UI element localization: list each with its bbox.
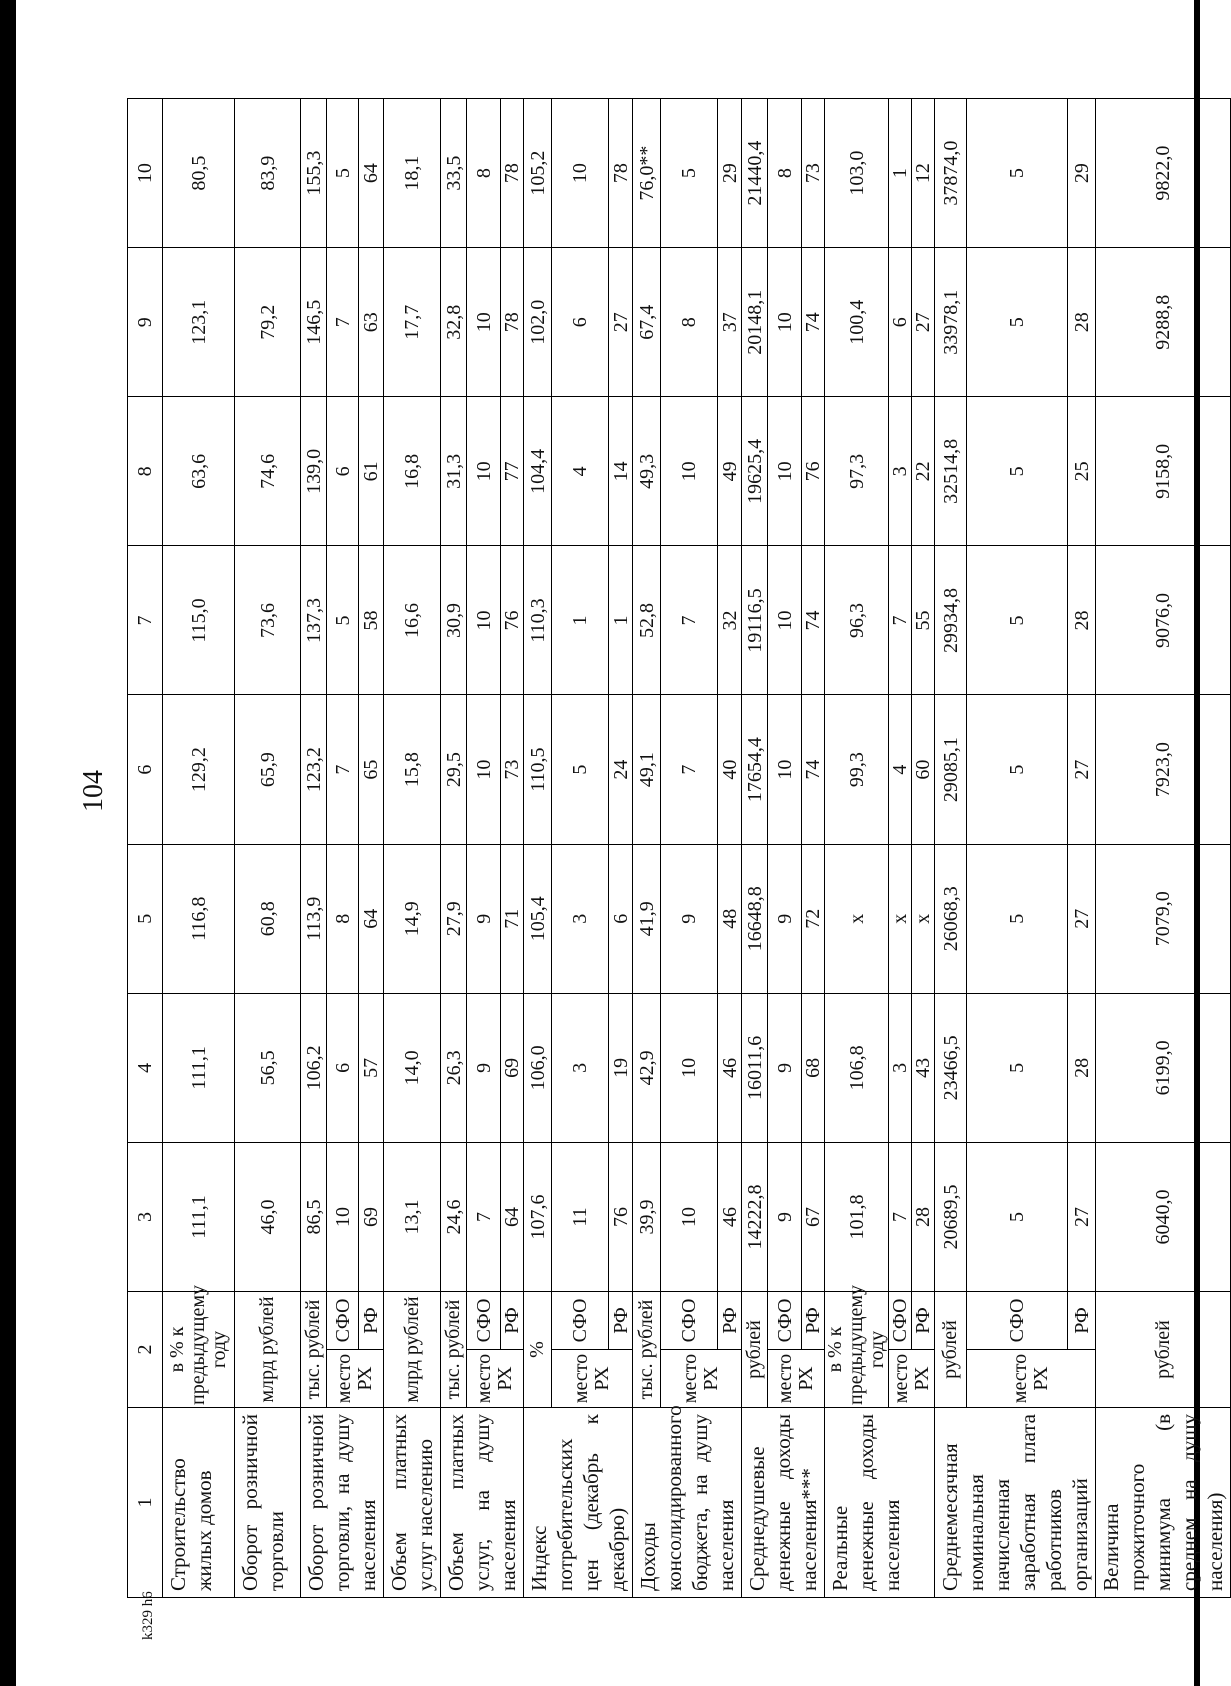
- value-cell: 14,9: [384, 844, 441, 993]
- value-cell: 102,0: [524, 248, 552, 397]
- rank-cell: 74: [802, 546, 825, 695]
- column-number-4: 4: [128, 993, 163, 1142]
- value-cell: 73,6: [235, 546, 301, 695]
- rank-cell: 9: [768, 1142, 802, 1291]
- rank-cell: 9: [661, 844, 718, 993]
- value-cell: 37874,0: [935, 99, 967, 248]
- value-cell: 7923,0: [1096, 695, 1231, 844]
- column-number-6: 6: [128, 695, 163, 844]
- rank-cell: 76: [609, 1142, 633, 1291]
- value-cell: 105,2: [524, 99, 552, 248]
- column-number-9: 9: [128, 248, 163, 397]
- row-unit: %: [524, 1292, 552, 1408]
- rank-cell: 46: [718, 993, 742, 1142]
- rank-cell: 29: [1068, 99, 1096, 248]
- value-cell: 24,6: [441, 1142, 467, 1291]
- value-cell: 29,5: [441, 695, 467, 844]
- row-label: Оборот розничной торговли: [235, 1408, 301, 1598]
- rank-cell: 5: [552, 695, 609, 844]
- value-cell: 67,4: [633, 248, 661, 397]
- value-cell: 97,3: [825, 397, 889, 546]
- rank-cell: 11: [552, 1142, 609, 1291]
- rank-cell: 78: [501, 99, 524, 248]
- rank-cell: 64: [501, 1142, 524, 1291]
- rank-scope: РФ: [802, 1292, 825, 1350]
- rank-cell: 8: [768, 99, 802, 248]
- rank-cell: 49: [718, 397, 742, 546]
- table-row: [742, 99, 768, 1598]
- rank-cell: 9: [467, 993, 501, 1142]
- rank-scope: РФ: [501, 1292, 524, 1350]
- table-rotator: [127, 98, 1227, 1598]
- value-cell: 9288,8: [1096, 248, 1231, 397]
- header-row: [128, 99, 163, 1598]
- rank-cell: 5: [967, 546, 1068, 695]
- table-row: [301, 99, 327, 1598]
- rank-scope: СФО: [889, 1292, 912, 1350]
- table-body: [128, 99, 1231, 1598]
- rank-scope: СФО: [768, 1292, 802, 1350]
- rank-label: место РХ: [552, 1350, 633, 1408]
- value-cell: 39,9: [633, 1142, 661, 1291]
- value-cell: 23466,5: [935, 993, 967, 1142]
- row-label: Доходы консолидированного бюджета, на душу населения: [633, 1408, 742, 1598]
- value-cell: 99,3: [825, 695, 889, 844]
- value-cell: 16,6: [384, 546, 441, 695]
- value-cell: 14,0: [384, 993, 441, 1142]
- value-cell: 20148,1: [742, 248, 768, 397]
- table-row: [633, 99, 661, 1598]
- rank-cell: 61: [359, 397, 384, 546]
- rank-cell: 5: [967, 695, 1068, 844]
- value-cell: 100,4: [825, 248, 889, 397]
- value-cell: 26,3: [441, 993, 467, 1142]
- rank-cell: x: [889, 844, 912, 993]
- value-cell: 56,5: [235, 993, 301, 1142]
- rank-cell: 9: [768, 844, 802, 993]
- rank-cell: 5: [327, 99, 359, 248]
- value-cell: 33978,1: [935, 248, 967, 397]
- row-label: Среднедушевые денежные доходы населения***: [742, 1408, 825, 1598]
- row-unit: тыс. рублей: [633, 1292, 661, 1408]
- rank-cell: 76: [501, 546, 524, 695]
- rank-cell: 7: [889, 546, 912, 695]
- rank-cell: 9: [467, 844, 501, 993]
- rank-cell: 7: [467, 1142, 501, 1291]
- value-cell: 106,2: [301, 993, 327, 1142]
- row-unit: в % к предыдущему году: [825, 1292, 889, 1408]
- column-number-10: 10: [128, 99, 163, 248]
- table-row: [384, 99, 441, 1598]
- rank-cell: 73: [802, 99, 825, 248]
- value-cell: 7079,0: [1096, 844, 1231, 993]
- value-cell: 29085,1: [935, 695, 967, 844]
- rank-cell: 10: [327, 1142, 359, 1291]
- value-cell: 19116,5: [742, 546, 768, 695]
- table-row: [825, 99, 889, 1598]
- rank-cell: 10: [467, 546, 501, 695]
- rank-cell: 27: [912, 248, 935, 397]
- value-cell: 79,2: [235, 248, 301, 397]
- value-cell: 63,6: [163, 397, 235, 546]
- rank-cell: 5: [967, 397, 1068, 546]
- rank-scope: СФО: [467, 1292, 501, 1350]
- value-cell: 19625,4: [742, 397, 768, 546]
- value-cell: 42,9: [633, 993, 661, 1142]
- rank-cell: 7: [889, 1142, 912, 1291]
- row-label: Объем платных услуг населению: [384, 1408, 441, 1598]
- rank-cell: 10: [661, 397, 718, 546]
- value-cell: 139,0: [301, 397, 327, 546]
- rank-cell: 5: [327, 546, 359, 695]
- rank-cell: 3: [889, 397, 912, 546]
- rank-scope: СФО: [327, 1292, 359, 1350]
- value-cell: 17,7: [384, 248, 441, 397]
- rank-cell: 29: [718, 99, 742, 248]
- rank-cell: 8: [661, 248, 718, 397]
- value-cell: 123,1: [163, 248, 235, 397]
- rank-cell: 7: [661, 546, 718, 695]
- rank-cell: 40: [718, 695, 742, 844]
- rank-scope: РФ: [609, 1292, 633, 1350]
- value-cell: 9822,0: [1096, 99, 1231, 248]
- row-label: Реальные денежные доходы населения: [825, 1408, 935, 1598]
- value-cell: 31,3: [441, 397, 467, 546]
- column-number-5: 5: [128, 844, 163, 993]
- value-cell: 49,3: [633, 397, 661, 546]
- value-cell: 32514,8: [935, 397, 967, 546]
- table-row: [935, 99, 967, 1598]
- rank-cell: 78: [609, 99, 633, 248]
- rank-cell: 5: [661, 99, 718, 248]
- rank-cell: 10: [661, 993, 718, 1142]
- row-unit: рублей: [1096, 1292, 1231, 1408]
- rank-cell: 10: [768, 397, 802, 546]
- rank-row-СФО: [768, 99, 802, 1598]
- rank-cell: 32: [718, 546, 742, 695]
- value-cell: 83,9: [235, 99, 301, 248]
- rank-cell: 5: [967, 844, 1068, 993]
- rank-cell: 58: [359, 546, 384, 695]
- rank-cell: 27: [609, 248, 633, 397]
- value-cell: 146,5: [301, 248, 327, 397]
- rank-row-СФО: [467, 99, 501, 1598]
- row-label: Оборот розничной торговли, на душу населения: [301, 1408, 384, 1598]
- value-cell: 113,9: [301, 844, 327, 993]
- rank-cell: 10: [467, 695, 501, 844]
- rank-cell: 76: [802, 397, 825, 546]
- rank-label: место РХ: [467, 1350, 524, 1408]
- rank-scope: СФО: [967, 1292, 1068, 1350]
- rank-cell: 5: [967, 248, 1068, 397]
- value-cell: 29934,8: [935, 546, 967, 695]
- value-cell: 14222,8: [742, 1142, 768, 1291]
- rank-label: место РХ: [661, 1350, 742, 1408]
- rank-cell: 8: [327, 844, 359, 993]
- column-number-1: 1: [128, 1408, 163, 1598]
- rank-cell: 10: [467, 248, 501, 397]
- value-cell: 110,5: [524, 695, 552, 844]
- rank-cell: 60: [912, 695, 935, 844]
- row-label: Индекс потребительских цен (декабрь к декабрю): [524, 1408, 633, 1598]
- rank-cell: 10: [552, 99, 609, 248]
- rank-cell: 5: [967, 993, 1068, 1142]
- rank-scope: РФ: [1068, 1292, 1096, 1350]
- value-cell: 15,8: [384, 695, 441, 844]
- rank-scope: СФО: [661, 1292, 718, 1350]
- rank-cell: 3: [552, 993, 609, 1142]
- table-row: [1096, 99, 1231, 1598]
- rank-cell: 71: [501, 844, 524, 993]
- value-cell: 104,4: [524, 397, 552, 546]
- row-label: Среднемесячная номинальная начисленная заработная плата работников организаций: [935, 1408, 1096, 1598]
- rank-cell: 12: [912, 99, 935, 248]
- row-label: Строительство жилых домов: [163, 1408, 235, 1598]
- scan-edge-left: [0, 0, 16, 1686]
- value-cell: 96,3: [825, 546, 889, 695]
- rank-label: место РХ: [889, 1350, 935, 1408]
- value-cell: 41,9: [633, 844, 661, 993]
- value-cell: 16648,8: [742, 844, 768, 993]
- rank-cell: 46: [718, 1142, 742, 1291]
- rank-cell: 8: [467, 99, 501, 248]
- value-cell: 27,9: [441, 844, 467, 993]
- rank-cell: 4: [552, 397, 609, 546]
- rank-cell: 67: [802, 1142, 825, 1291]
- value-cell: 20689,5: [935, 1142, 967, 1291]
- value-cell: 105,4: [524, 844, 552, 993]
- rank-row-СФО: [889, 99, 912, 1598]
- rank-cell: 1: [609, 546, 633, 695]
- rank-cell: 27: [1068, 844, 1096, 993]
- rank-cell: 69: [359, 1142, 384, 1291]
- value-cell: 103,0: [825, 99, 889, 248]
- rank-row-СФО: [327, 99, 359, 1598]
- rank-cell: 5: [967, 99, 1068, 248]
- value-cell: 129,2: [163, 695, 235, 844]
- rank-cell: 25: [1068, 397, 1096, 546]
- rank-cell: 43: [912, 993, 935, 1142]
- rank-cell: 77: [501, 397, 524, 546]
- value-cell: 65,9: [235, 695, 301, 844]
- value-cell: 106,0: [524, 993, 552, 1142]
- column-number-7: 7: [128, 546, 163, 695]
- rank-cell: 64: [359, 99, 384, 248]
- rank-cell: 27: [1068, 1142, 1096, 1291]
- value-cell: 21440,4: [742, 99, 768, 248]
- value-cell: 123,2: [301, 695, 327, 844]
- rank-cell: 55: [912, 546, 935, 695]
- rank-cell: 4: [889, 695, 912, 844]
- value-cell: 80,5: [163, 99, 235, 248]
- row-unit: млрд рублей: [384, 1292, 441, 1408]
- value-cell: 74,6: [235, 397, 301, 546]
- value-cell: 6040,0: [1096, 1142, 1231, 1291]
- rank-cell: 28: [1068, 248, 1096, 397]
- value-cell: 101,8: [825, 1142, 889, 1291]
- rank-cell: 78: [501, 248, 524, 397]
- rank-row-СФО: [661, 99, 718, 1598]
- table-row: [441, 99, 467, 1598]
- rank-cell: 6: [327, 993, 359, 1142]
- value-cell: 111,1: [163, 1142, 235, 1291]
- rank-cell: 27: [1068, 695, 1096, 844]
- value-cell: 17654,4: [742, 695, 768, 844]
- rank-cell: 73: [501, 695, 524, 844]
- value-cell: 111,1: [163, 993, 235, 1142]
- value-cell: 26068,3: [935, 844, 967, 993]
- rank-cell: 10: [661, 1142, 718, 1291]
- column-number-2: 2: [128, 1292, 163, 1408]
- rank-cell: 10: [768, 248, 802, 397]
- value-cell: 137,3: [301, 546, 327, 695]
- rank-cell: 6: [327, 397, 359, 546]
- rank-cell: 9: [768, 993, 802, 1142]
- row-unit: в % к предыдущему году: [163, 1292, 235, 1408]
- page-number: 104: [78, 770, 109, 812]
- rank-cell: 3: [889, 993, 912, 1142]
- value-cell: 86,5: [301, 1142, 327, 1291]
- rank-cell: 10: [467, 397, 501, 546]
- row-label: Величина прожиточного минимума (в среднем на душу населения): [1096, 1408, 1231, 1598]
- value-cell: 16011,6: [742, 993, 768, 1142]
- rank-cell: 7: [327, 695, 359, 844]
- column-number-3: 3: [128, 1142, 163, 1291]
- rank-cell: 57: [359, 993, 384, 1142]
- value-cell: 33,5: [441, 99, 467, 248]
- value-cell: 18,1: [384, 99, 441, 248]
- value-cell: 76,0**: [633, 99, 661, 248]
- value-cell: 107,6: [524, 1142, 552, 1291]
- value-cell: 9076,0: [1096, 546, 1231, 695]
- value-cell: x: [825, 844, 889, 993]
- table-row: [235, 99, 301, 1598]
- rank-cell: 64: [359, 844, 384, 993]
- rank-scope: РФ: [912, 1292, 935, 1350]
- value-cell: 6199,0: [1096, 993, 1231, 1142]
- value-cell: 13,1: [384, 1142, 441, 1291]
- rank-cell: 74: [802, 248, 825, 397]
- rank-cell: 3: [552, 844, 609, 993]
- value-cell: 106,8: [825, 993, 889, 1142]
- rank-cell: 65: [359, 695, 384, 844]
- value-cell: 30,9: [441, 546, 467, 695]
- rank-cell: 69: [501, 993, 524, 1142]
- statistics-table: [127, 98, 1231, 1598]
- rank-scope: РФ: [718, 1292, 742, 1350]
- rank-cell: 19: [609, 993, 633, 1142]
- rank-cell: 6: [889, 248, 912, 397]
- rank-cell: 37: [718, 248, 742, 397]
- rank-row-СФО: [552, 99, 609, 1598]
- rank-cell: 7: [661, 695, 718, 844]
- value-cell: 16,8: [384, 397, 441, 546]
- rank-cell: 6: [609, 844, 633, 993]
- rank-cell: 48: [718, 844, 742, 993]
- rank-cell: 63: [359, 248, 384, 397]
- value-cell: 9158,0: [1096, 397, 1231, 546]
- table-row: [524, 99, 552, 1598]
- rank-scope: РФ: [359, 1292, 384, 1350]
- rank-cell: 5: [967, 1142, 1068, 1291]
- table-row: [163, 99, 235, 1598]
- rank-label: место РХ: [327, 1350, 384, 1408]
- value-cell: 116,8: [163, 844, 235, 993]
- rank-cell: 74: [802, 695, 825, 844]
- value-cell: 110,3: [524, 546, 552, 695]
- rank-cell: 10: [768, 695, 802, 844]
- rank-cell: 1: [889, 99, 912, 248]
- rank-cell: 28: [1068, 993, 1096, 1142]
- row-unit: тыс. рублей: [301, 1292, 327, 1408]
- rank-row-СФО: [967, 99, 1068, 1598]
- value-cell: 115,0: [163, 546, 235, 695]
- rank-cell: 68: [802, 993, 825, 1142]
- value-cell: 52,8: [633, 546, 661, 695]
- value-cell: 155,3: [301, 99, 327, 248]
- rank-cell: 7: [327, 248, 359, 397]
- row-unit: рублей: [742, 1292, 768, 1408]
- column-number-8: 8: [128, 397, 163, 546]
- rank-cell: 28: [912, 1142, 935, 1291]
- value-cell: 60,8: [235, 844, 301, 993]
- row-label: Объем платных услуг, на душу населения: [441, 1408, 524, 1598]
- value-cell: 49,1: [633, 695, 661, 844]
- rank-cell: 6: [552, 248, 609, 397]
- rank-cell: 22: [912, 397, 935, 546]
- rank-label: место РХ: [967, 1350, 1096, 1408]
- value-cell: 32,8: [441, 248, 467, 397]
- row-unit: тыс. рублей: [441, 1292, 467, 1408]
- rank-cell: 72: [802, 844, 825, 993]
- rank-label: место РХ: [768, 1350, 825, 1408]
- footer-code: k329 h6: [140, 1591, 156, 1640]
- rank-cell: 14: [609, 397, 633, 546]
- value-cell: 46,0: [235, 1142, 301, 1291]
- rank-cell: 28: [1068, 546, 1096, 695]
- rank-cell: 1: [552, 546, 609, 695]
- rank-scope: СФО: [552, 1292, 609, 1350]
- rank-cell: x: [912, 844, 935, 993]
- row-unit: рублей: [935, 1292, 967, 1408]
- rank-cell: 24: [609, 695, 633, 844]
- row-unit: млрд рублей: [235, 1292, 301, 1408]
- rank-cell: 10: [768, 546, 802, 695]
